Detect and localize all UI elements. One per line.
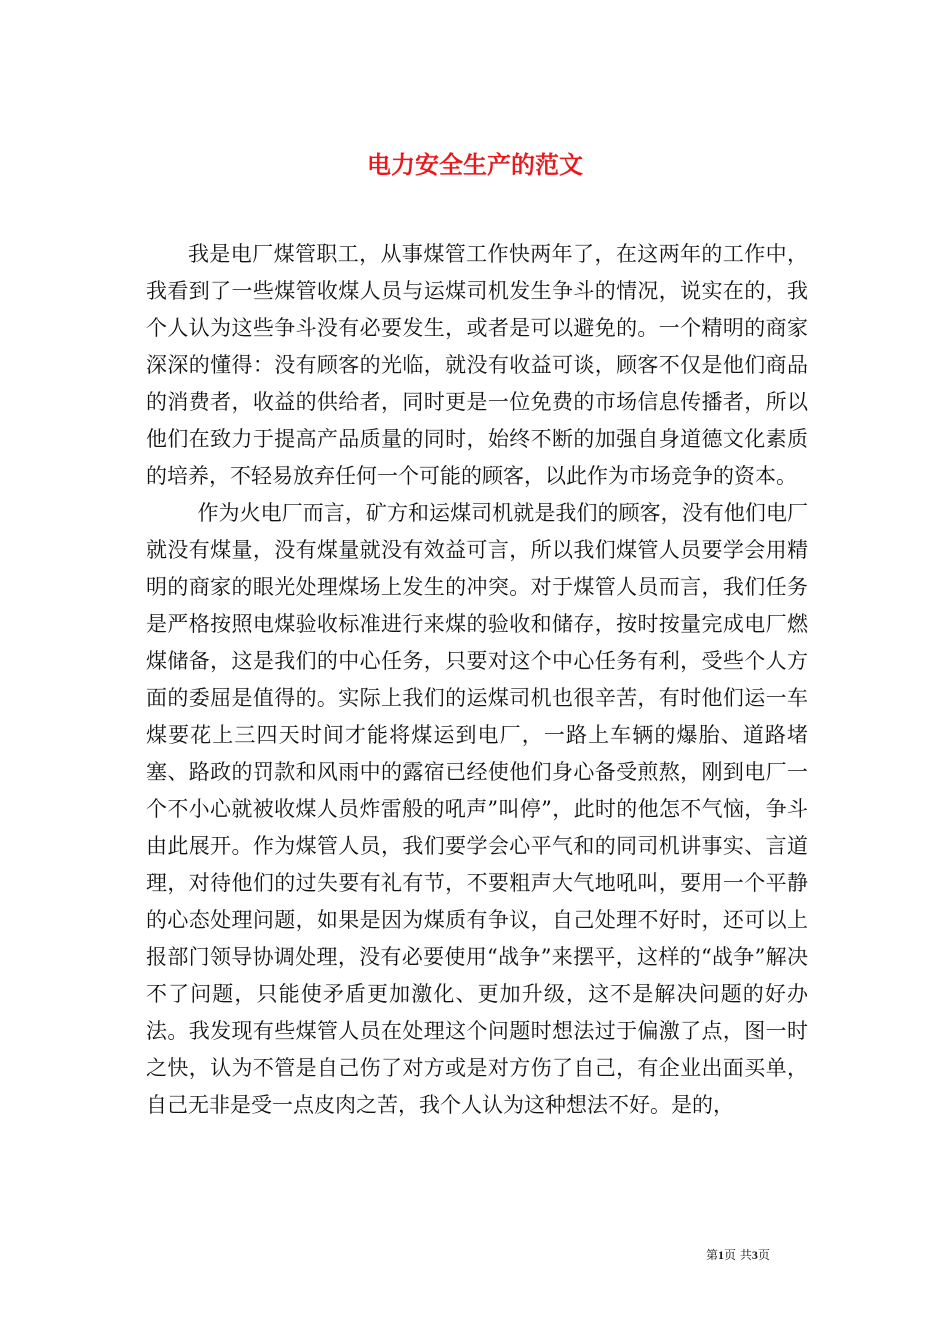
page-number-footer	[706, 1247, 770, 1263]
footer-total-pages: 3	[751, 1248, 758, 1262]
paragraph-2: 作为火电厂而言，矿方和运煤司机就是我们的顾客，没有他们电厂就没有煤量，没有煤量就没有效益可言，所以我们煤管人员要学会用精明的商家的眼光处理煤场上发生的冲突。对于煤管人员而言，我们任务是严格按照电煤验收标准进行来煤的验收和储存，按时按量完成电厂燃煤储备，这是我们的中心任务，只要对这个中心任务有利，受些个人方面的委屈是值得的。实际上我们的运煤司机也很辛苦，有时他们运一车煤要花上三四天时间才能将煤运到电厂，一路上车辆的爆胎、道路堵塞、路政的罚款和风雨中的露宿已经使他们身心备受煎熬，刚到电厂一个不小心就被收煤人员炸雷般的吼声”叫停”，此时的他怎不气恼，争斗由此展开。作为煤管人员，我们要学会心平气和的同司机讲事实、言道理，对待他们的过失要有礼有节，不要粗声大气地吼叫，要用一个平静的心态处理问题，如果是因为煤质有争议，自己处理不好时，还可以上报部门领导协调处理，没有必要使用“战争”来摆平，这样的“战争”解决不了问题，只能使矛盾更加激化、更加升级，这不是解决问题的好办法。我发现有些煤管人员在处理这个问题时想法过于偏激了点，图一时之快，认为不管是自己伤了对方或是对方伤了自己，有企业出面买单，自己无非是受一点皮肉之苦，我个人认为这种想法不好。是的，	[146, 501, 808, 1117]
paragraph-1: 我是电厂煤管职工，从事煤管工作快两年了，在这两年的工作中，我看到了一些煤管收煤人员与运煤司机发生争斗的情况，说实在的，我个人认为这些争斗没有必要发生，或者是可以避免的。一个精明的商家深深的懂得：没有顾客的光临，就没有收益可谈，顾客不仅是他们商品的消费者，收益的供给者，同时更是一位免费的市场信息传播者，所以他们在致力于提高产品质量的同时，始终不断的加强自身道德文化素质的培养，不轻易放弃任何一个可能的顾客，以此作为市场竞争的资本。	[146, 242, 808, 488]
footer-suffix: 页	[757, 1248, 770, 1262]
footer-prefix: 第	[706, 1248, 719, 1262]
footer-current-page: 1	[718, 1248, 725, 1262]
document-body	[146, 236, 808, 1124]
document-title: 电力安全生产的范文	[367, 150, 583, 180]
footer-middle: 页 共	[724, 1248, 752, 1262]
